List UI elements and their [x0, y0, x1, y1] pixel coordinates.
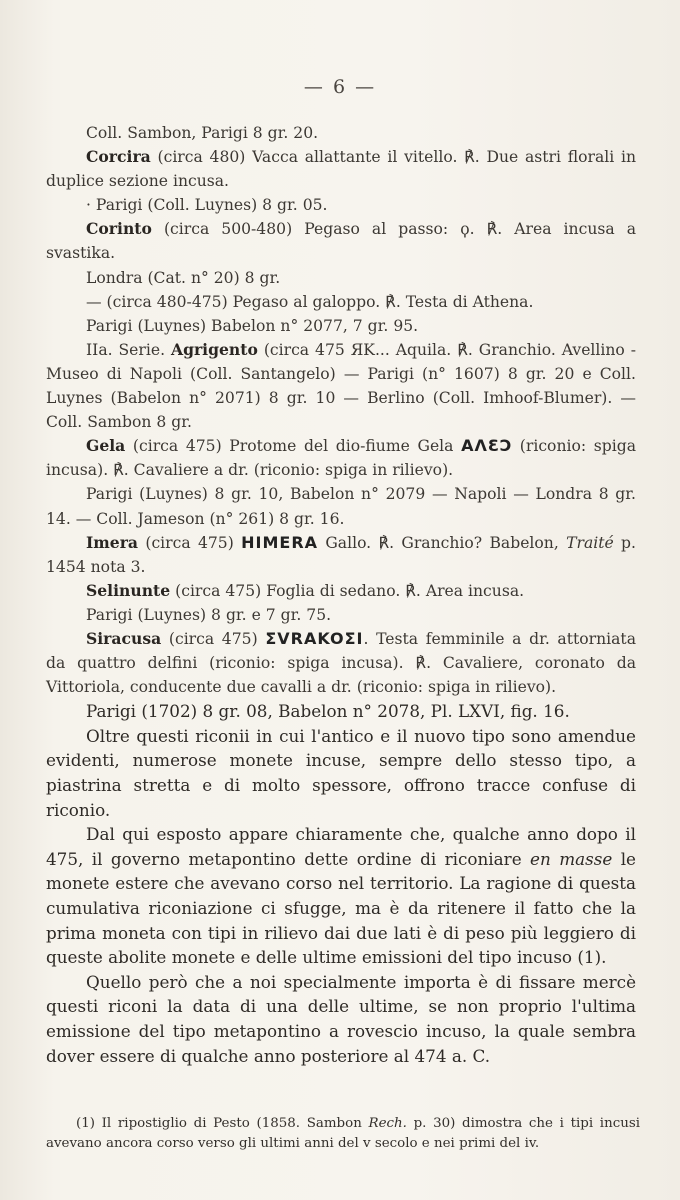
entry-line-6 — [46, 314, 636, 338]
text-run: (circa 475) — [138, 533, 242, 552]
text-run: le monete estere che avevano corso nel territorio. La ragione di questa cumulativa riconiazione ci sfugge, ma è da ritenere il fatto che la prima moneta con tipi in rilievo dai due lati è di peso più leggiero di queste abolite monete e delle ultime emissioni del tipo incuso (1). — [46, 848, 636, 968]
entry-line-3 — [46, 217, 636, 265]
entry-line-8 — [46, 434, 636, 482]
text-run: p. 1454 nota 3. — [46, 533, 636, 576]
coin-legend: HIMERA — [241, 532, 319, 552]
place-name: Agrigento — [170, 339, 258, 359]
text-run: (circa 480) Vacca allattante il vitello. ℟. Due astri florali in duplice sezione incusa. — [46, 148, 636, 191]
text-run: Dal qui esposto appare chiaramente che, qualche anno dopo il 475, il governo metapontino dette ordine di riconiare — [46, 824, 636, 869]
place-name: Selinunte — [86, 580, 171, 600]
coin-legend: ΣVRAKOΣI — [265, 628, 364, 648]
footnote — [46, 1114, 640, 1153]
text-run: (circa 475) — [161, 629, 266, 648]
italic-text: Traité — [566, 533, 614, 552]
text-run: Londra (Cat. n° 20) 8 gr. — [86, 268, 281, 287]
text-run: (circa 475) Foglia di sedano. ℟. Area incusa. — [170, 581, 525, 600]
entry-line-11 — [46, 579, 636, 603]
entry-line-12 — [46, 603, 636, 627]
footnote-text — [46, 1114, 640, 1153]
text-run: Parigi (Luynes) 8 gr. 10, Babelon n° 2079 — Napoli — Londra 8 gr. 14. — Coll. Jameson (n° 261) 8 gr. 16. — [46, 485, 636, 528]
footnote-run: (1) Il ripostiglio di Pesto (1858. Sambon — [76, 1116, 369, 1131]
entry-line-4 — [46, 266, 636, 290]
paragraph-line-16 — [46, 822, 636, 970]
text-run: Coll. Sambon, Parigi 8 gr. 20. — [86, 124, 319, 142]
text-run: (circa 475) Protome del dio-fiume Gela — [125, 437, 462, 456]
entry-line-0 — [46, 121, 636, 145]
footnote-run: p. 30) dimostra che i tipi incusi avevano ancora corso verso gli ultimi anni del v secolo e nei primi del iv. — [46, 1116, 640, 1151]
text-run: . Testa femminile a dr. attorniata da quattro delfini (riconio: spiga incusa). ℟. Cavaliere, coronato da Vittoriola, conducente due cavalli a dr. (riconio: spiga in rilievo). — [46, 629, 636, 697]
place-name: Corcira — [86, 147, 151, 167]
italic-text: en masse — [530, 848, 613, 869]
paragraph-line-17 — [46, 970, 636, 1068]
text-run: (circa 500-480) Pegaso al passo: ϙ. ℟. Area incusa a svastika. — [46, 220, 636, 263]
text-run: Parigi (Luynes) Babelon n° 2077, 7 gr. 95. — [86, 316, 419, 335]
text-run: Parigi (Luynes) 8 gr. e 7 gr. 75. — [86, 605, 332, 624]
place-name: Gela — [86, 436, 126, 456]
place-name: Corinto — [86, 219, 152, 239]
text-run: IIa. Serie. — [86, 340, 171, 359]
entry-line-1 — [46, 145, 636, 193]
text-run: Quello però che a noi specialmente importa è di fissare mercè questi riconi la data di una delle ultime, se non proprio l'ultima emissione del tipo metapontino a rovescio incuso, la quale sembra dover essere di qualche anno posteriore al 474 a. C. — [46, 971, 636, 1066]
text-run: Gallo. ℟. Granchio? Babelon, — [318, 533, 567, 552]
entry-line-14 — [46, 699, 636, 724]
entry-line-13 — [46, 627, 636, 699]
place-name: Siracusa — [86, 628, 162, 648]
page-number: — 6 — — [303, 76, 377, 98]
text-run: — (circa 480-475) Pegaso al galoppo. ℟. Testa di Athena. — [86, 292, 534, 311]
footnote-italic: Rech. — [368, 1116, 407, 1131]
entry-line-5 — [46, 290, 636, 314]
page-body — [46, 121, 636, 1068]
place-name: Imera — [86, 532, 139, 552]
coin-legend: ΑΛƐϽ — [461, 436, 513, 456]
entry-line-2 — [46, 193, 636, 217]
text-run: (circa 475 ЯΚ... Aquila. ℟. Granchio. Avellino - Museo di Napoli (Coll. Santangelo) — Parigi (n° 1607) 8 gr. 20 e Coll. Luynes (Babelon n° 2071) 8 gr. 10 — Berlino (Coll. Imhoof-Blumer). — Coll. Sambon 8 gr. — [46, 340, 637, 432]
text-run: (riconio: spiga incusa). ℟. Cavaliere a dr. (riconio: spiga in rilievo). — [46, 437, 637, 480]
entry-line-10 — [46, 531, 636, 579]
text-run: Oltre questi riconii in cui l'antico e il nuovo tipo sono amendue evidenti, numerose monete incuse, sempre dello stesso tipo, a piastrina stretta e di molto spessore, offrono tracce confuse di riconio. — [46, 725, 636, 820]
entry-line-9 — [46, 482, 636, 530]
text-run: · Parigi (Coll. Luynes) 8 gr. 05. — [86, 196, 328, 215]
text-run: Parigi (1702) 8 gr. 08, Babelon n° 2078, Pl. LXVI, fig. 16. — [86, 701, 570, 722]
paragraph-line-15 — [46, 724, 636, 822]
entry-line-7 — [46, 338, 636, 434]
